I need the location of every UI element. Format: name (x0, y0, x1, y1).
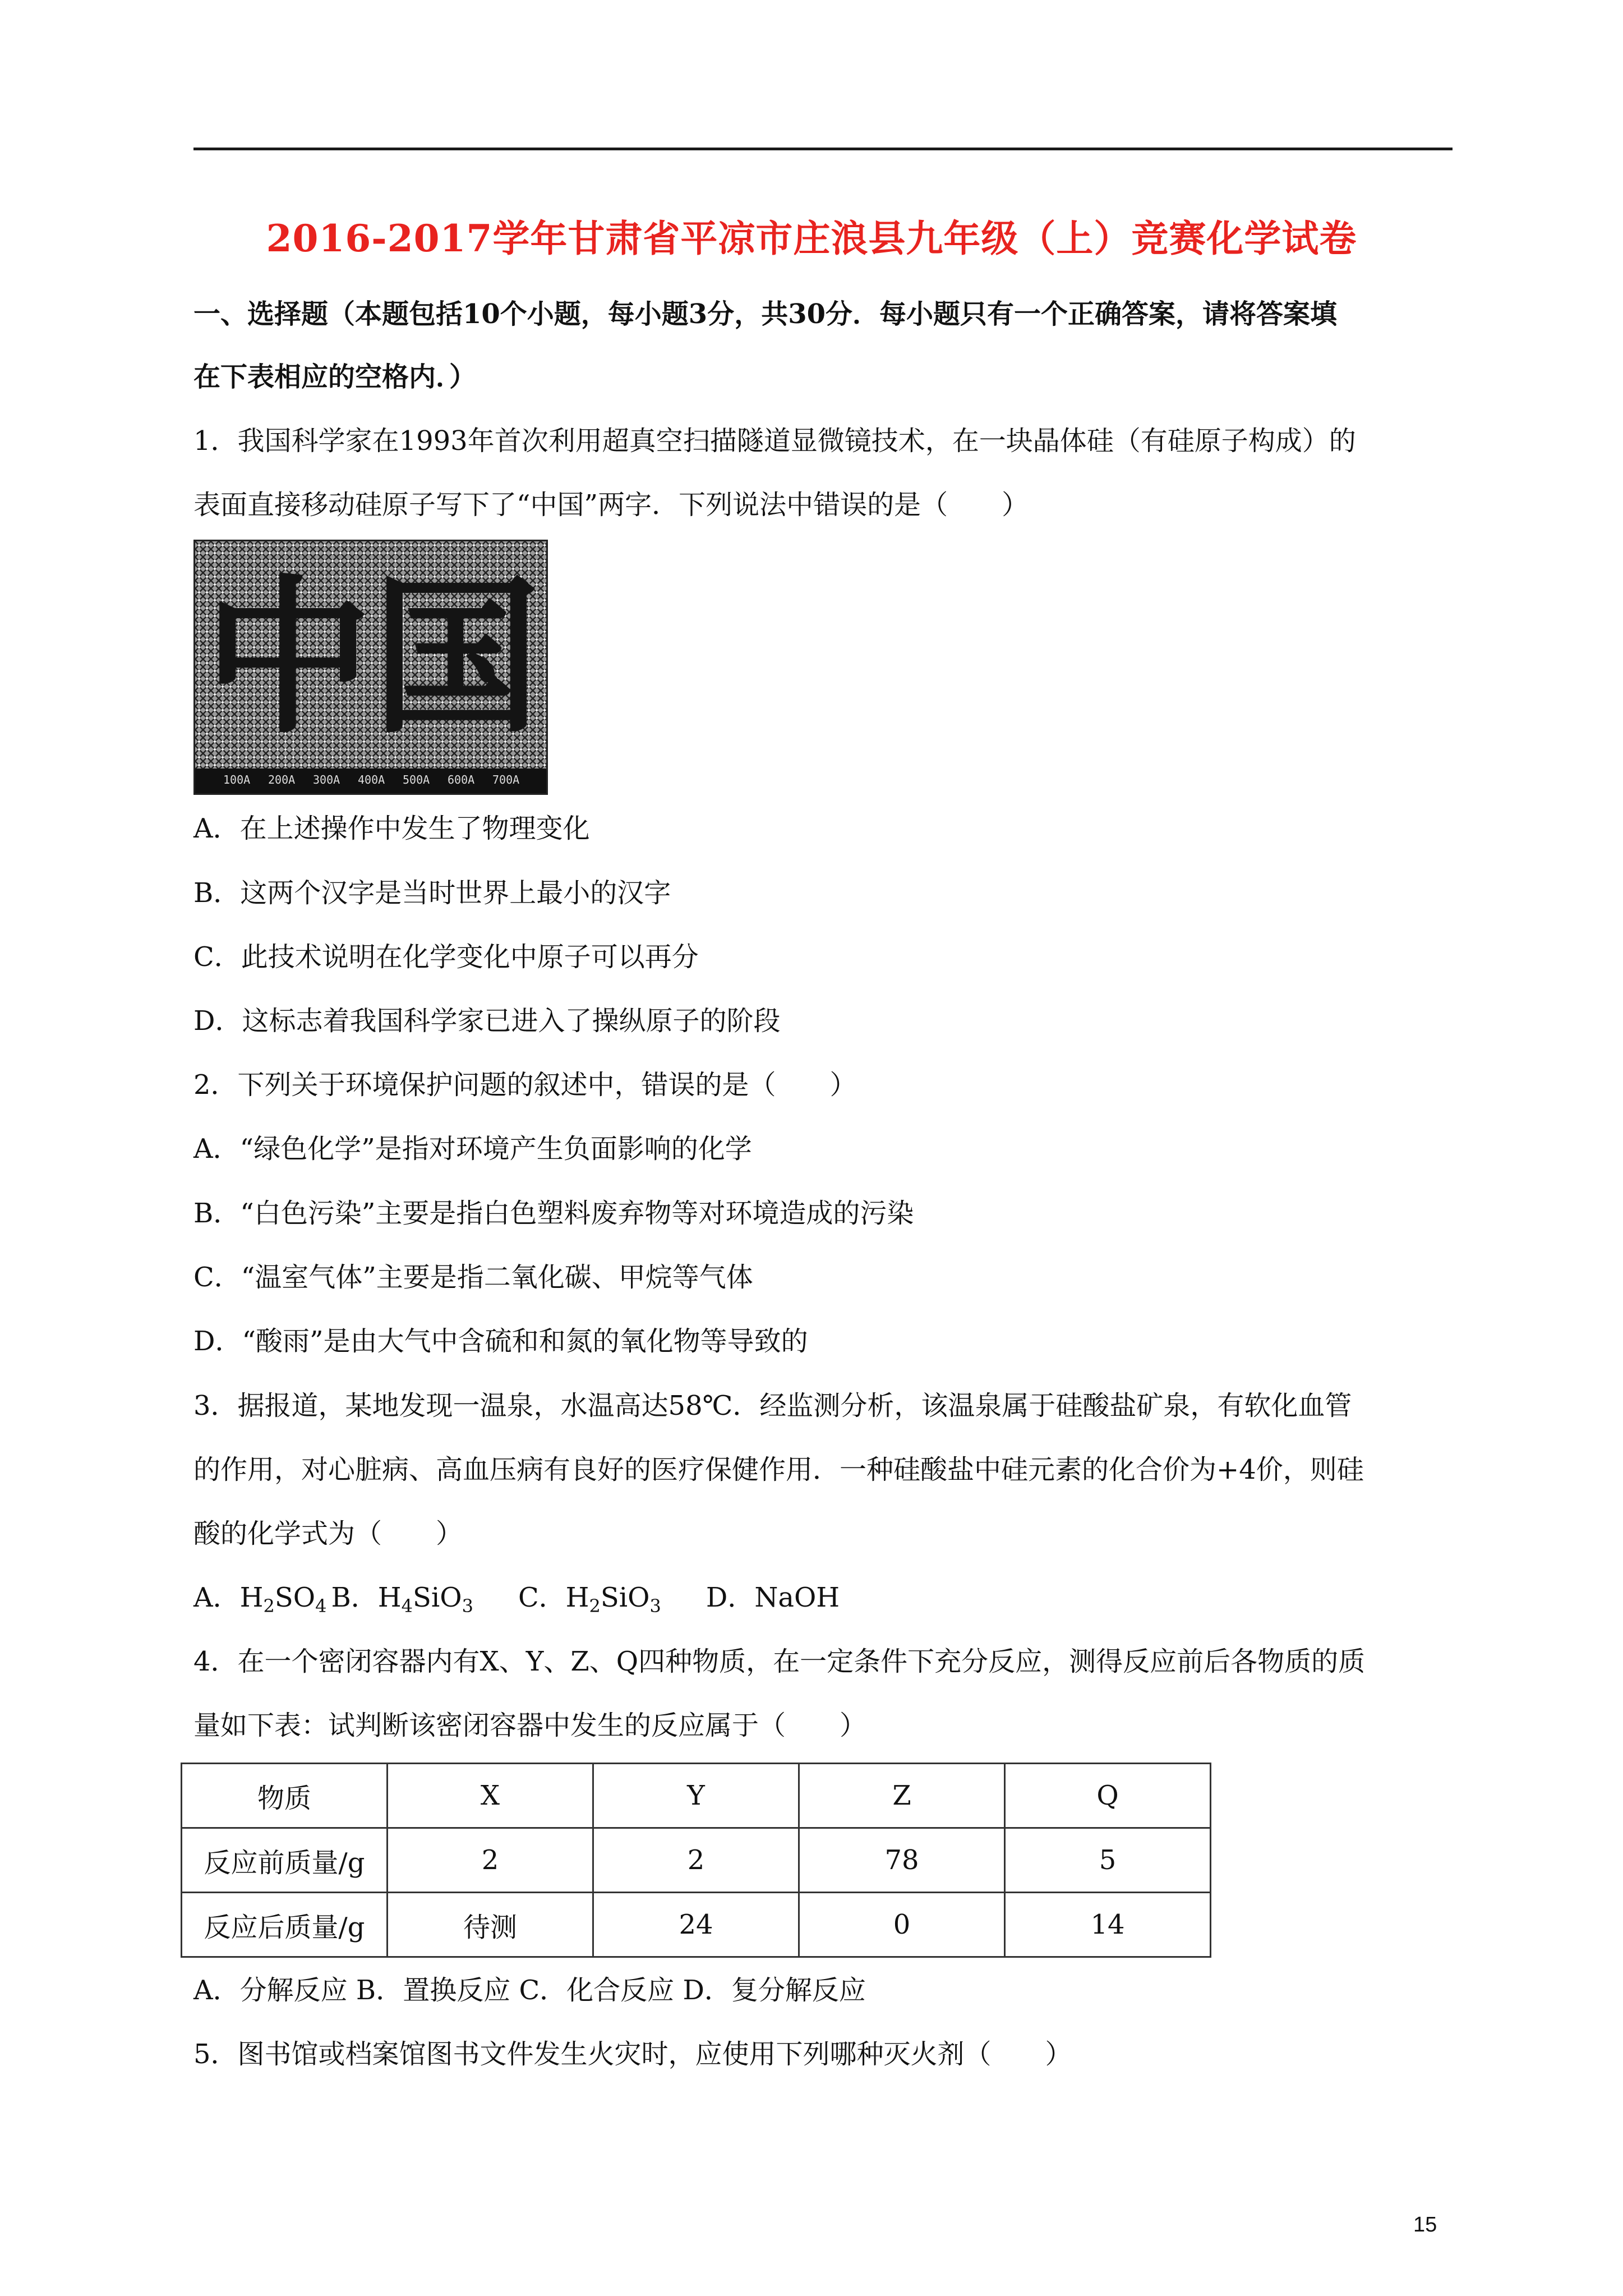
question-1-option-b: B．这两个汉字是当时世界上最小的汉字 (193, 877, 671, 909)
question-4-stem-line1: 4．在一个密闭容器内有X、Y、Z、Q四种物质，在一定条件下充分反应，测得反应前后各物质的质 (193, 1646, 1366, 1677)
question-3-options (193, 1581, 840, 1617)
table-header-row (182, 1764, 1211, 1828)
mass-table (181, 1763, 1211, 1958)
table-header-cell: 物质 (182, 1764, 388, 1828)
exam-title: 2016-2017学年甘肃省平凉市庄浪县九年级（上）竞赛化学试卷 (266, 217, 1357, 260)
table-cell: 2 (388, 1828, 593, 1893)
question-3-option-c: C．$H_2SiO_3$ (518, 1582, 661, 1617)
table-row (182, 1828, 1211, 1893)
question-1-option-a: A．在上述操作中发生了物理变化 (193, 813, 590, 844)
question-4-stem-line2: 量如下表：试判断该密闭容器中发生的反应属于（ ） (193, 1710, 867, 1741)
page-number: 15 (1413, 2213, 1437, 2237)
scale-label: 300A (313, 773, 340, 786)
scale-label: 500A (403, 773, 430, 786)
question-1-option-d: D．这标志着我国科学家已进入了操纵原子的阶段 (193, 1005, 781, 1037)
table-cell: 反应后质量/g (182, 1893, 388, 1957)
table-cell: 14 (1005, 1893, 1211, 1957)
table-cell: 78 (799, 1828, 1005, 1893)
question-3-stem-line3: 酸的化学式为（ ） (193, 1518, 463, 1549)
question-2-option-b: B．“白色污染”主要是指白色塑料废弃物等对环境造成的污染 (193, 1198, 914, 1229)
table-header-cell: X (388, 1764, 593, 1828)
table-row (182, 1893, 1211, 1957)
stm-image-zhongguo (193, 540, 548, 795)
scale-bar (195, 769, 546, 793)
scale-label: 400A (358, 773, 385, 786)
question-2-stem: 2．下列关于环境保护问题的叙述中，错误的是（ ） (193, 1069, 857, 1101)
section-instructions-line2: 在下表相应的空格内．） (193, 361, 477, 393)
scale-label: 100A (223, 773, 251, 786)
question-4-options: A．分解反应 B．置换反应 C．化合反应 D．复分解反应 (193, 1975, 866, 2006)
scale-label: 200A (268, 773, 296, 786)
table-cell: 2 (593, 1828, 799, 1893)
question-2-option-c: C．“温室气体”主要是指二氧化碳、甲烷等气体 (193, 1262, 753, 1293)
table-cell: 0 (799, 1893, 1005, 1957)
question-2-option-d: D．“酸雨”是由大气中含硫和和氮的氧化物等导致的 (193, 1326, 808, 1357)
question-1-stem-line1: 1．我国科学家在1993年首次利用超真空扫描隧道显微镜技术，在一块晶体硅（有硅原子构成）的 (193, 425, 1356, 457)
question-3-stem-line1: 3．据报道，某地发现一温泉，水温高达58℃．经监测分析，该温泉属于硅酸盐矿泉，有软化血管 (193, 1390, 1352, 1421)
question-2-option-a: A．“绿色化学”是指对环境产生负面影响的化学 (193, 1133, 752, 1165)
stm-characters: 中国 (204, 560, 541, 756)
header-rule (193, 148, 1453, 150)
table-cell: 反应前质量/g (182, 1828, 388, 1893)
scale-label: 600A (448, 773, 475, 786)
table-cell: 待测 (388, 1893, 593, 1957)
question-1-stem-line2: 表面直接移动硅原子写下了“中国”两字．下列说法中错误的是（ ） (193, 489, 1029, 521)
question-3-option-d: D．NaOH (706, 1582, 840, 1613)
table-cell: 5 (1005, 1828, 1211, 1893)
question-1-option-c: C．此技术说明在化学变化中原子可以再分 (193, 941, 699, 973)
section-instructions-line1: 一、选择题（本题包括10个小题，每小题3分，共30分．每小题只有一个正确答案，请将答案填 (193, 298, 1337, 330)
question-5-stem: 5．图书馆或档案馆图书文件发生火灾时，应使用下列哪种灭火剂（ ） (193, 2039, 1072, 2070)
question-3-stem-line2: 的作用，对心脏病、高血压病有良好的医疗保健作用．一种硅酸盐中硅元素的化合价为+4价，则硅 (193, 1454, 1364, 1485)
table-header-cell: Q (1005, 1764, 1211, 1828)
question-3-option-b: B．$H_4SiO_3$ (331, 1582, 473, 1617)
table-header-cell: Y (593, 1764, 799, 1828)
table-cell: 24 (593, 1893, 799, 1957)
table-header-cell: Z (799, 1764, 1005, 1828)
scale-label: 700A (492, 773, 520, 786)
question-3-option-a: A．$H_2SO_4$ (193, 1582, 327, 1617)
